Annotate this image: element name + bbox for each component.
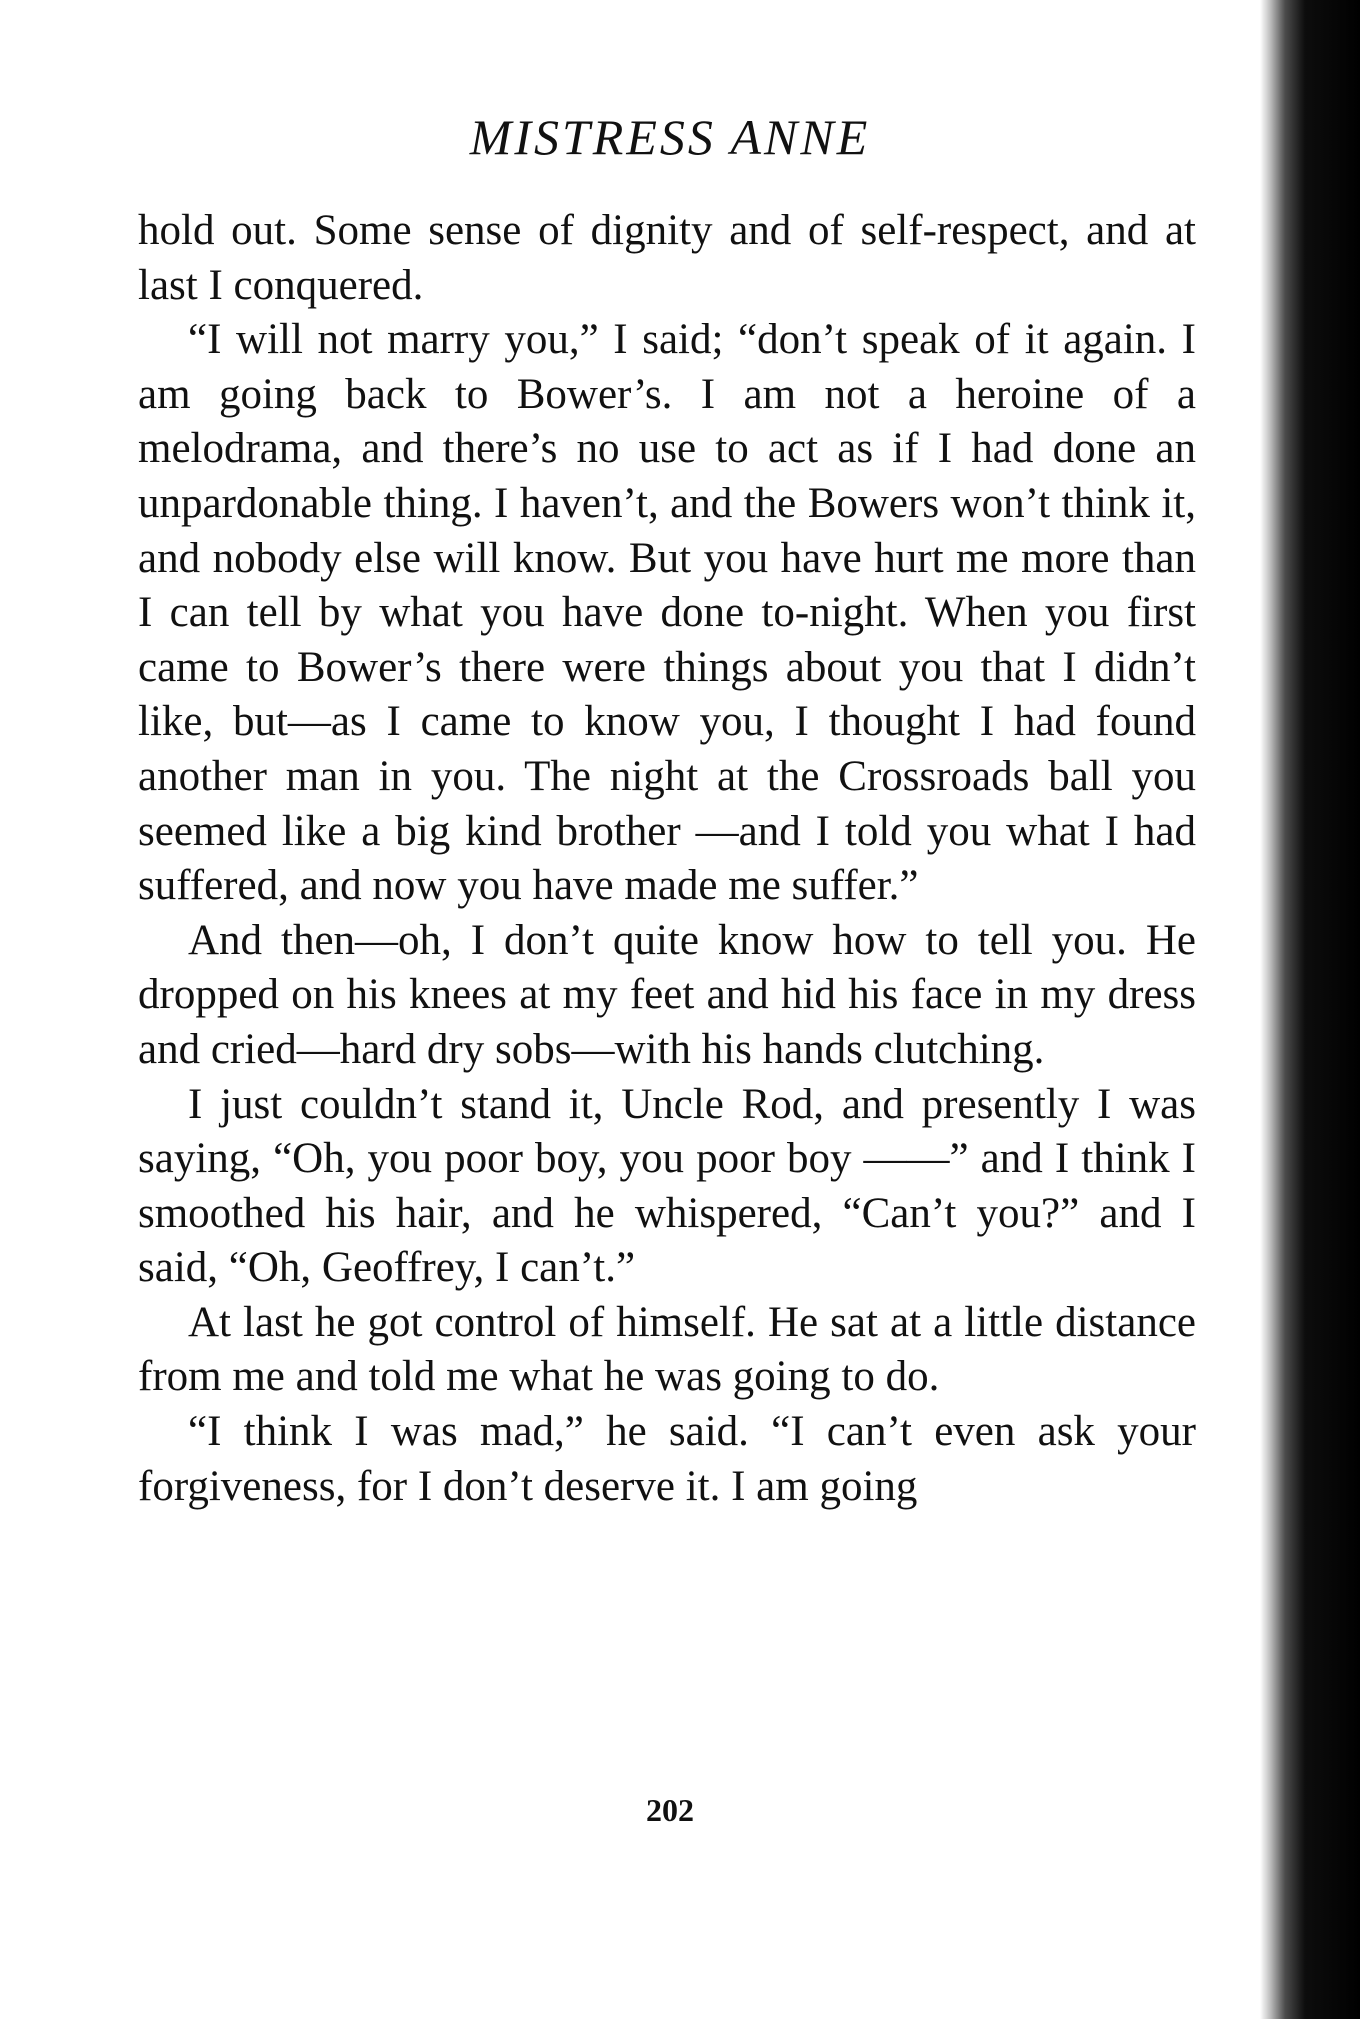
paragraph-2: “I will not marry you,” I said; “don’t speak of it again. I am going back to Bower’s. I am not a heroine of a melodrama, and there’s no use to act as if I had done an unpardonable thing. I haven’t, and the Bowers won’t think it, and nobody else will know. But you have hurt me more than I can tell by what you have done to-night. When you first came to Bower’s there were things about you that I didn’t like, but—as I came to know you, I thought I had found another man in you. The night at the Crossroads ball you seemed like a big kind brother —and I told you what I had suffered, and now you have made me suffer.” [138, 316, 1196, 910]
body-text [138, 204, 1196, 1514]
paragraph-1: hold out. Some sense of dignity and of self-respect, and at last I conquered. [138, 207, 1196, 309]
running-head: MISTRESS ANNE [469, 109, 871, 165]
paragraph-5: At last he got control of himself. He sat at a little distance from me and told me what he was going to do. [138, 1298, 1196, 1401]
paragraph-3: And then—oh, I don’t quite know how to tell you. He dropped on his knees at my feet and hid his face in my dress and cried—hard dry sobs—with his hands clutching. [138, 916, 1196, 1073]
page-number: 202 [646, 1792, 694, 1828]
paragraph-4: I just couldn’t stand it, Uncle Rod, and presently I was saying, “Oh, you poor boy, you poor boy ——” and I think I smoothed his hair, and he whispered, “Can’t you?” and I said, “Oh, Geoffrey, I can’t.” [138, 1080, 1196, 1292]
book-spine-shadow [1260, 0, 1360, 2019]
paragraph-6: “I think I was mad,” he said. “I can’t even ask your forgiveness, for I don’t deserve it. I am going [138, 1408, 1196, 1510]
